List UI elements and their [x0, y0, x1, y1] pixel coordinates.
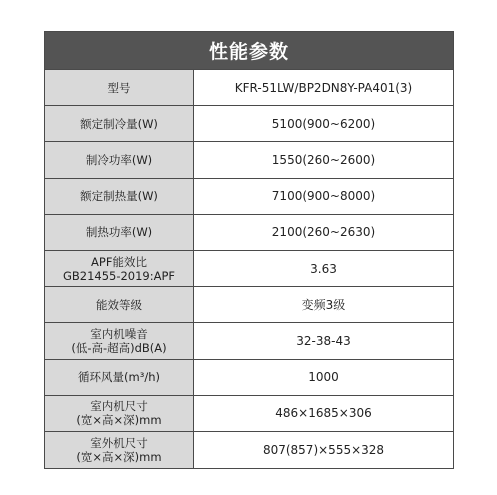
row-value: 1000	[194, 360, 453, 395]
row-value: 486×1685×306	[194, 396, 453, 431]
table-row-indoor-noise	[45, 323, 453, 359]
row-label: 室外机尺寸 (宽×高×深)mm	[45, 432, 194, 468]
table-row-model	[45, 70, 453, 106]
row-label: 制热功率(W)	[45, 215, 194, 250]
table-row-cooling-capacity	[45, 106, 453, 142]
table-row-heating-power	[45, 215, 453, 251]
row-value: 807(857)×555×328	[194, 432, 453, 468]
row-value: 变频3级	[194, 287, 453, 322]
row-label: 室内机尺寸 (宽×高×深)mm	[45, 396, 194, 431]
row-label: 额定制冷量(W)	[45, 106, 194, 141]
row-value: 1550(260~2600)	[194, 142, 453, 177]
row-label: 额定制热量(W)	[45, 179, 194, 214]
row-label: 能效等级	[45, 287, 194, 322]
row-label: APF能效比 GB21455-2019:APF	[45, 251, 194, 286]
row-label: 室内机噪音 (低-高-超高)dB(A)	[45, 323, 194, 358]
table-title: 性能参数	[45, 32, 453, 70]
table-row-heating-capacity	[45, 179, 453, 215]
table-row-outdoor-size	[45, 432, 453, 468]
table-row-airflow	[45, 360, 453, 396]
row-label: 循环风量(m³/h)	[45, 360, 194, 395]
row-value: 5100(900~6200)	[194, 106, 453, 141]
row-value: 2100(260~2630)	[194, 215, 453, 250]
table-row-indoor-size	[45, 396, 453, 432]
table-row-apf	[45, 251, 453, 287]
spec-table	[44, 31, 454, 469]
table-row-cooling-power	[45, 142, 453, 178]
row-value: KFR-51LW/BP2DN8Y-PA401(3)	[194, 70, 453, 105]
row-value: 7100(900~8000)	[194, 179, 453, 214]
table-row-energy-grade	[45, 287, 453, 323]
row-value: 32-38-43	[194, 323, 453, 358]
row-label: 制冷功率(W)	[45, 142, 194, 177]
row-value: 3.63	[194, 251, 453, 286]
row-label: 型号	[45, 70, 194, 105]
